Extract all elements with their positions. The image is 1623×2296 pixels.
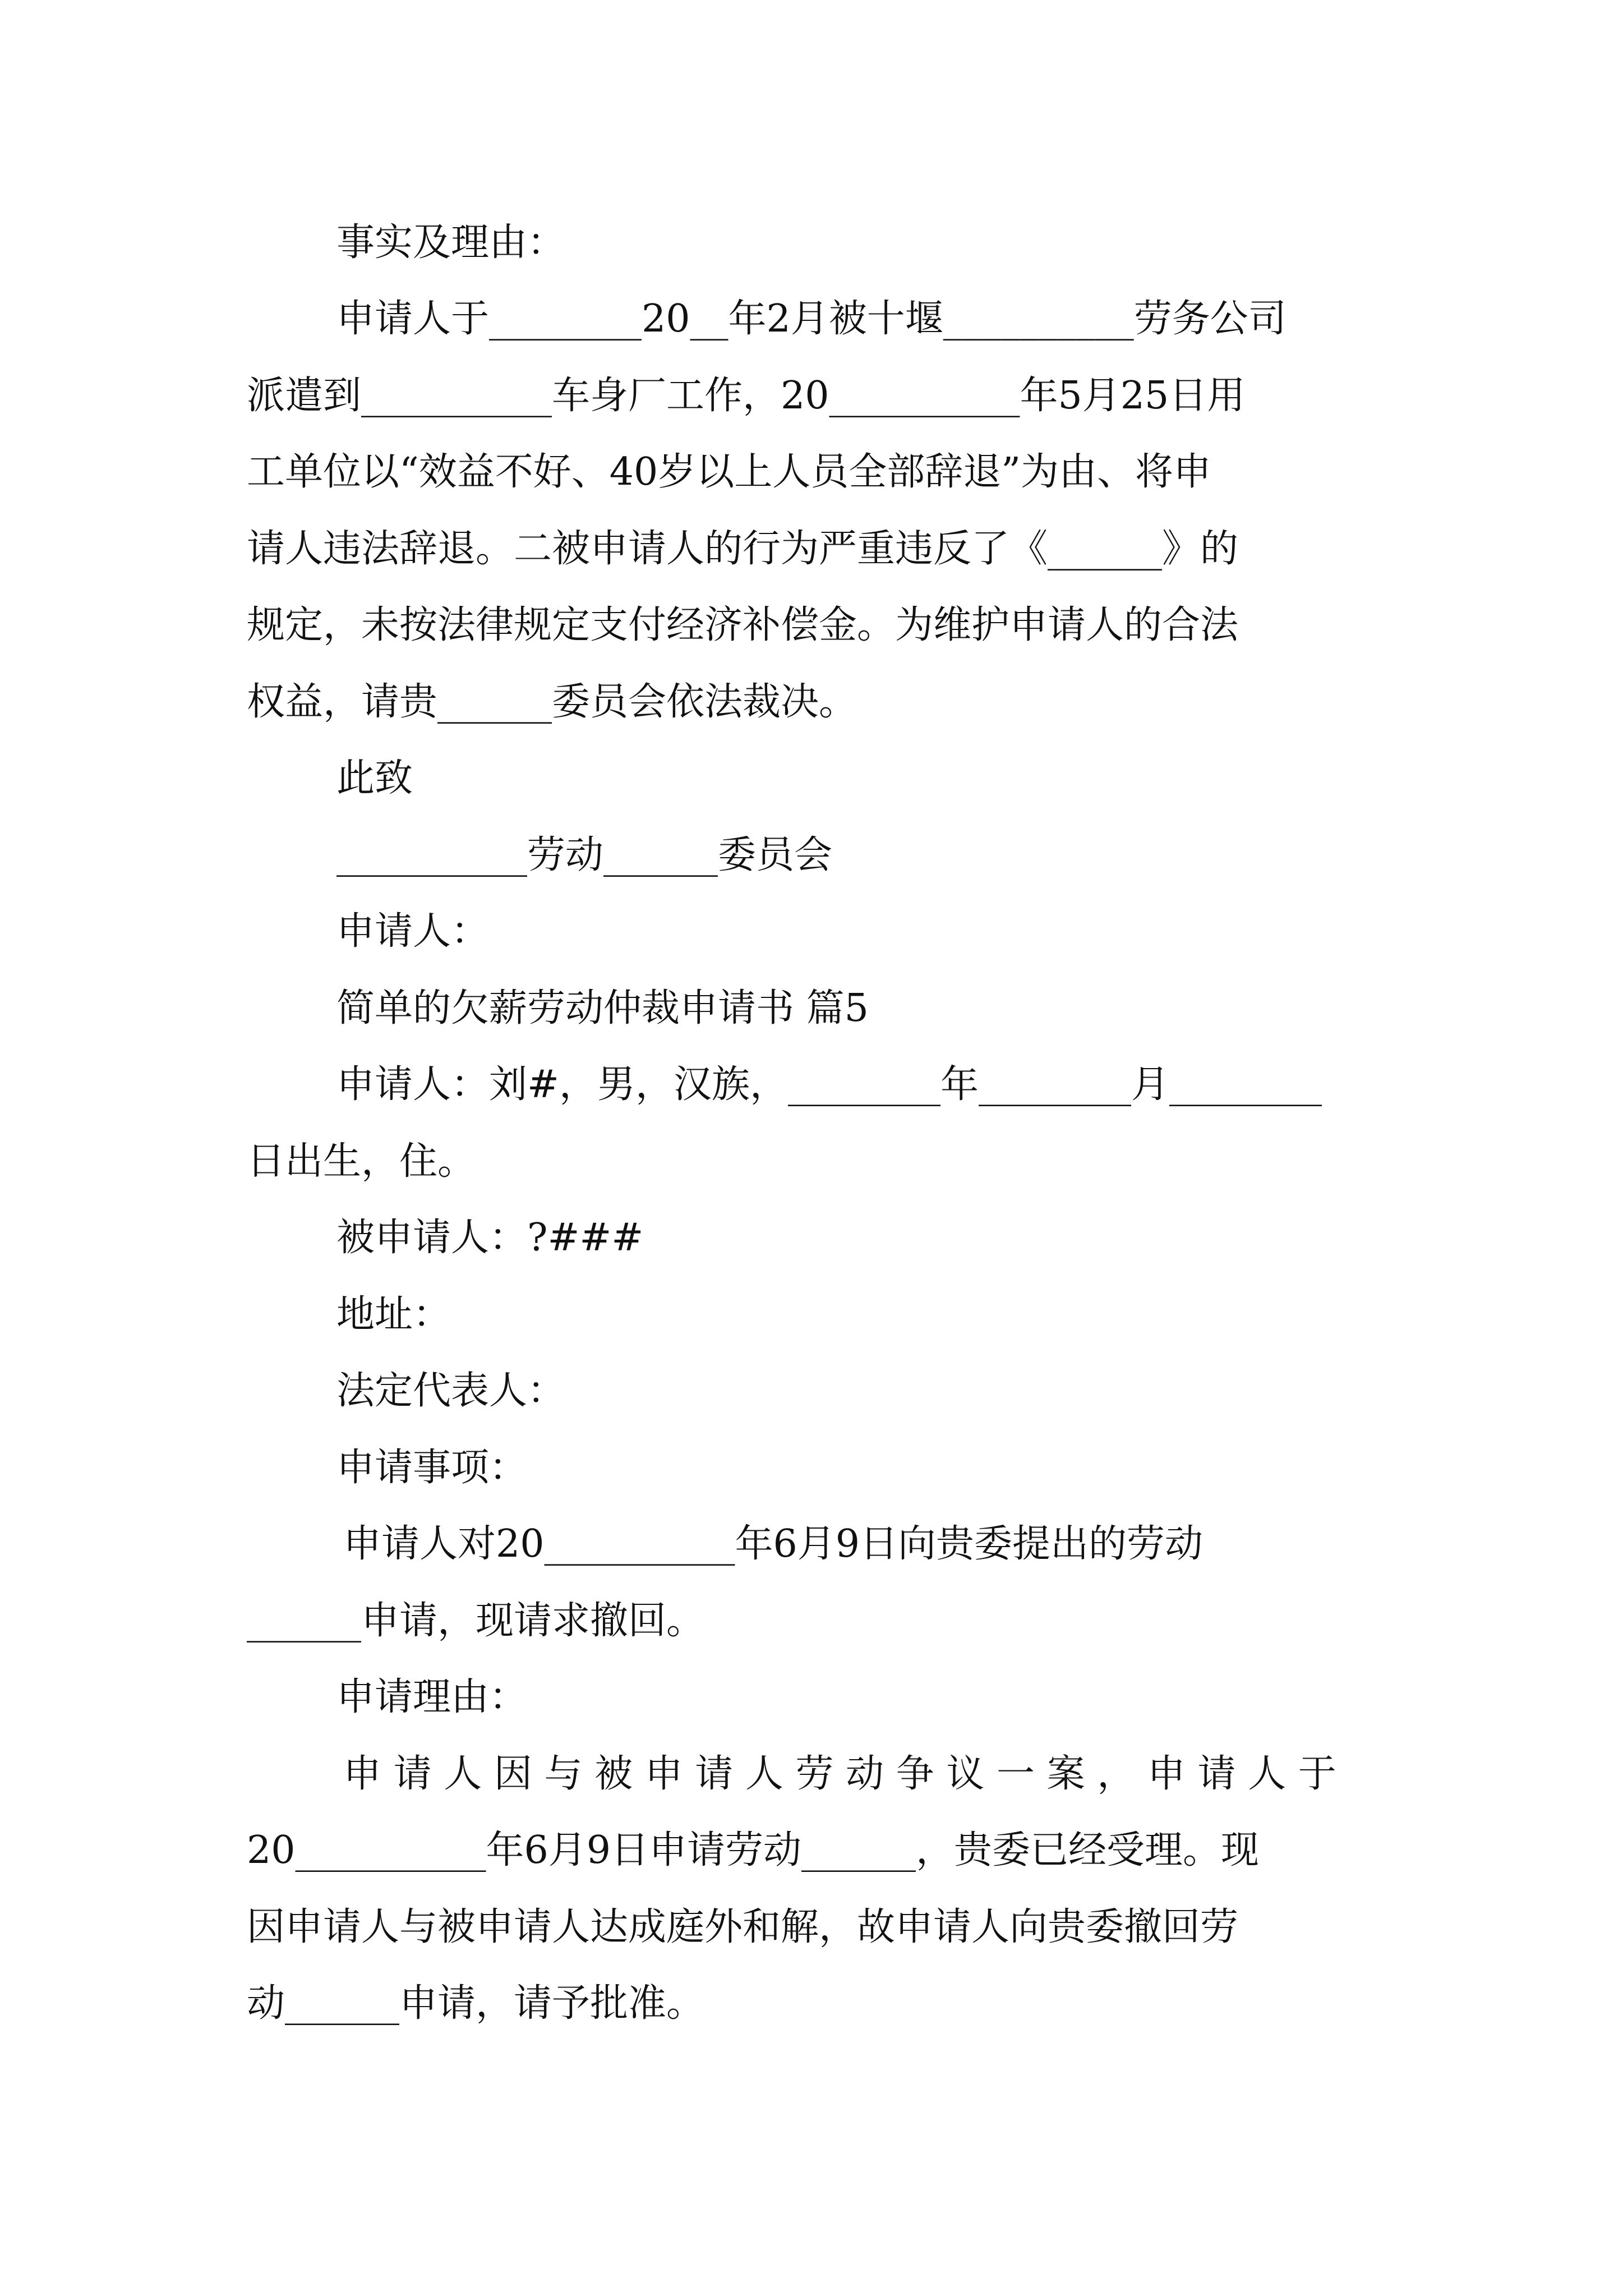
respondent-line: 被申请人：?### bbox=[336, 1216, 644, 1260]
section-heading-reasons: 申请理由： bbox=[336, 1675, 528, 1719]
paragraph-line: 权益，请贵______委员会依法裁决。 bbox=[247, 680, 857, 724]
applicant-line: 申请人：刘#，男，汉族，________年________月________ bbox=[336, 1062, 1322, 1107]
document-title: 简单的欠薪劳动仲裁申请书 篇5 bbox=[336, 986, 869, 1030]
paragraph-line: 工单位以“效益不好、40岁以上人员全部辞退”为由、将申 bbox=[247, 450, 1212, 494]
paragraph-line: 请人违法辞退。二被申请人的行为严重违反了《______》的 bbox=[247, 527, 1239, 571]
address-label: 地址： bbox=[336, 1292, 451, 1337]
legal-representative-label: 法定代表人： bbox=[336, 1369, 566, 1413]
paragraph-line: 规定，未按法律规定支付经济补偿金。为维护申请人的合法 bbox=[247, 603, 1239, 647]
paragraph-line: 申请人对20__________年6月9日向贵委提出的劳动 bbox=[343, 1522, 1204, 1566]
section-heading-facts: 事实及理由： bbox=[336, 220, 566, 265]
paragraph-line: 申 请 人 因 与 被 申 请 人 劳 动 争 议 一 案 ， 申 请 人 于 bbox=[343, 1752, 1336, 1796]
paragraph-line: 申请人于________20__年2月被十堰__________劳务公司 bbox=[336, 297, 1287, 341]
paragraph-line: 20__________年6月9日申请劳动______，贵委已经受理。现 bbox=[247, 1828, 1260, 1872]
applicant-signature-label: 申请人： bbox=[336, 909, 490, 954]
paragraph-line: ______申请，现请求撤回。 bbox=[247, 1599, 705, 1643]
applicant-line-continued: 日出生，住。 bbox=[247, 1139, 476, 1184]
addressee: __________劳动______委员会 bbox=[336, 833, 833, 877]
paragraph-line: 派遣到__________车身厂工作，20__________年5月25日用 bbox=[247, 374, 1246, 418]
salutation: 此致 bbox=[336, 756, 413, 800]
section-heading-requests: 申请事项： bbox=[336, 1446, 528, 1490]
paragraph-line: 因申请人与被申请人达成庭外和解，故申请人向贵委撤回劳 bbox=[247, 1905, 1239, 1949]
paragraph-line: 动______申请，请予批准。 bbox=[247, 1981, 705, 2026]
